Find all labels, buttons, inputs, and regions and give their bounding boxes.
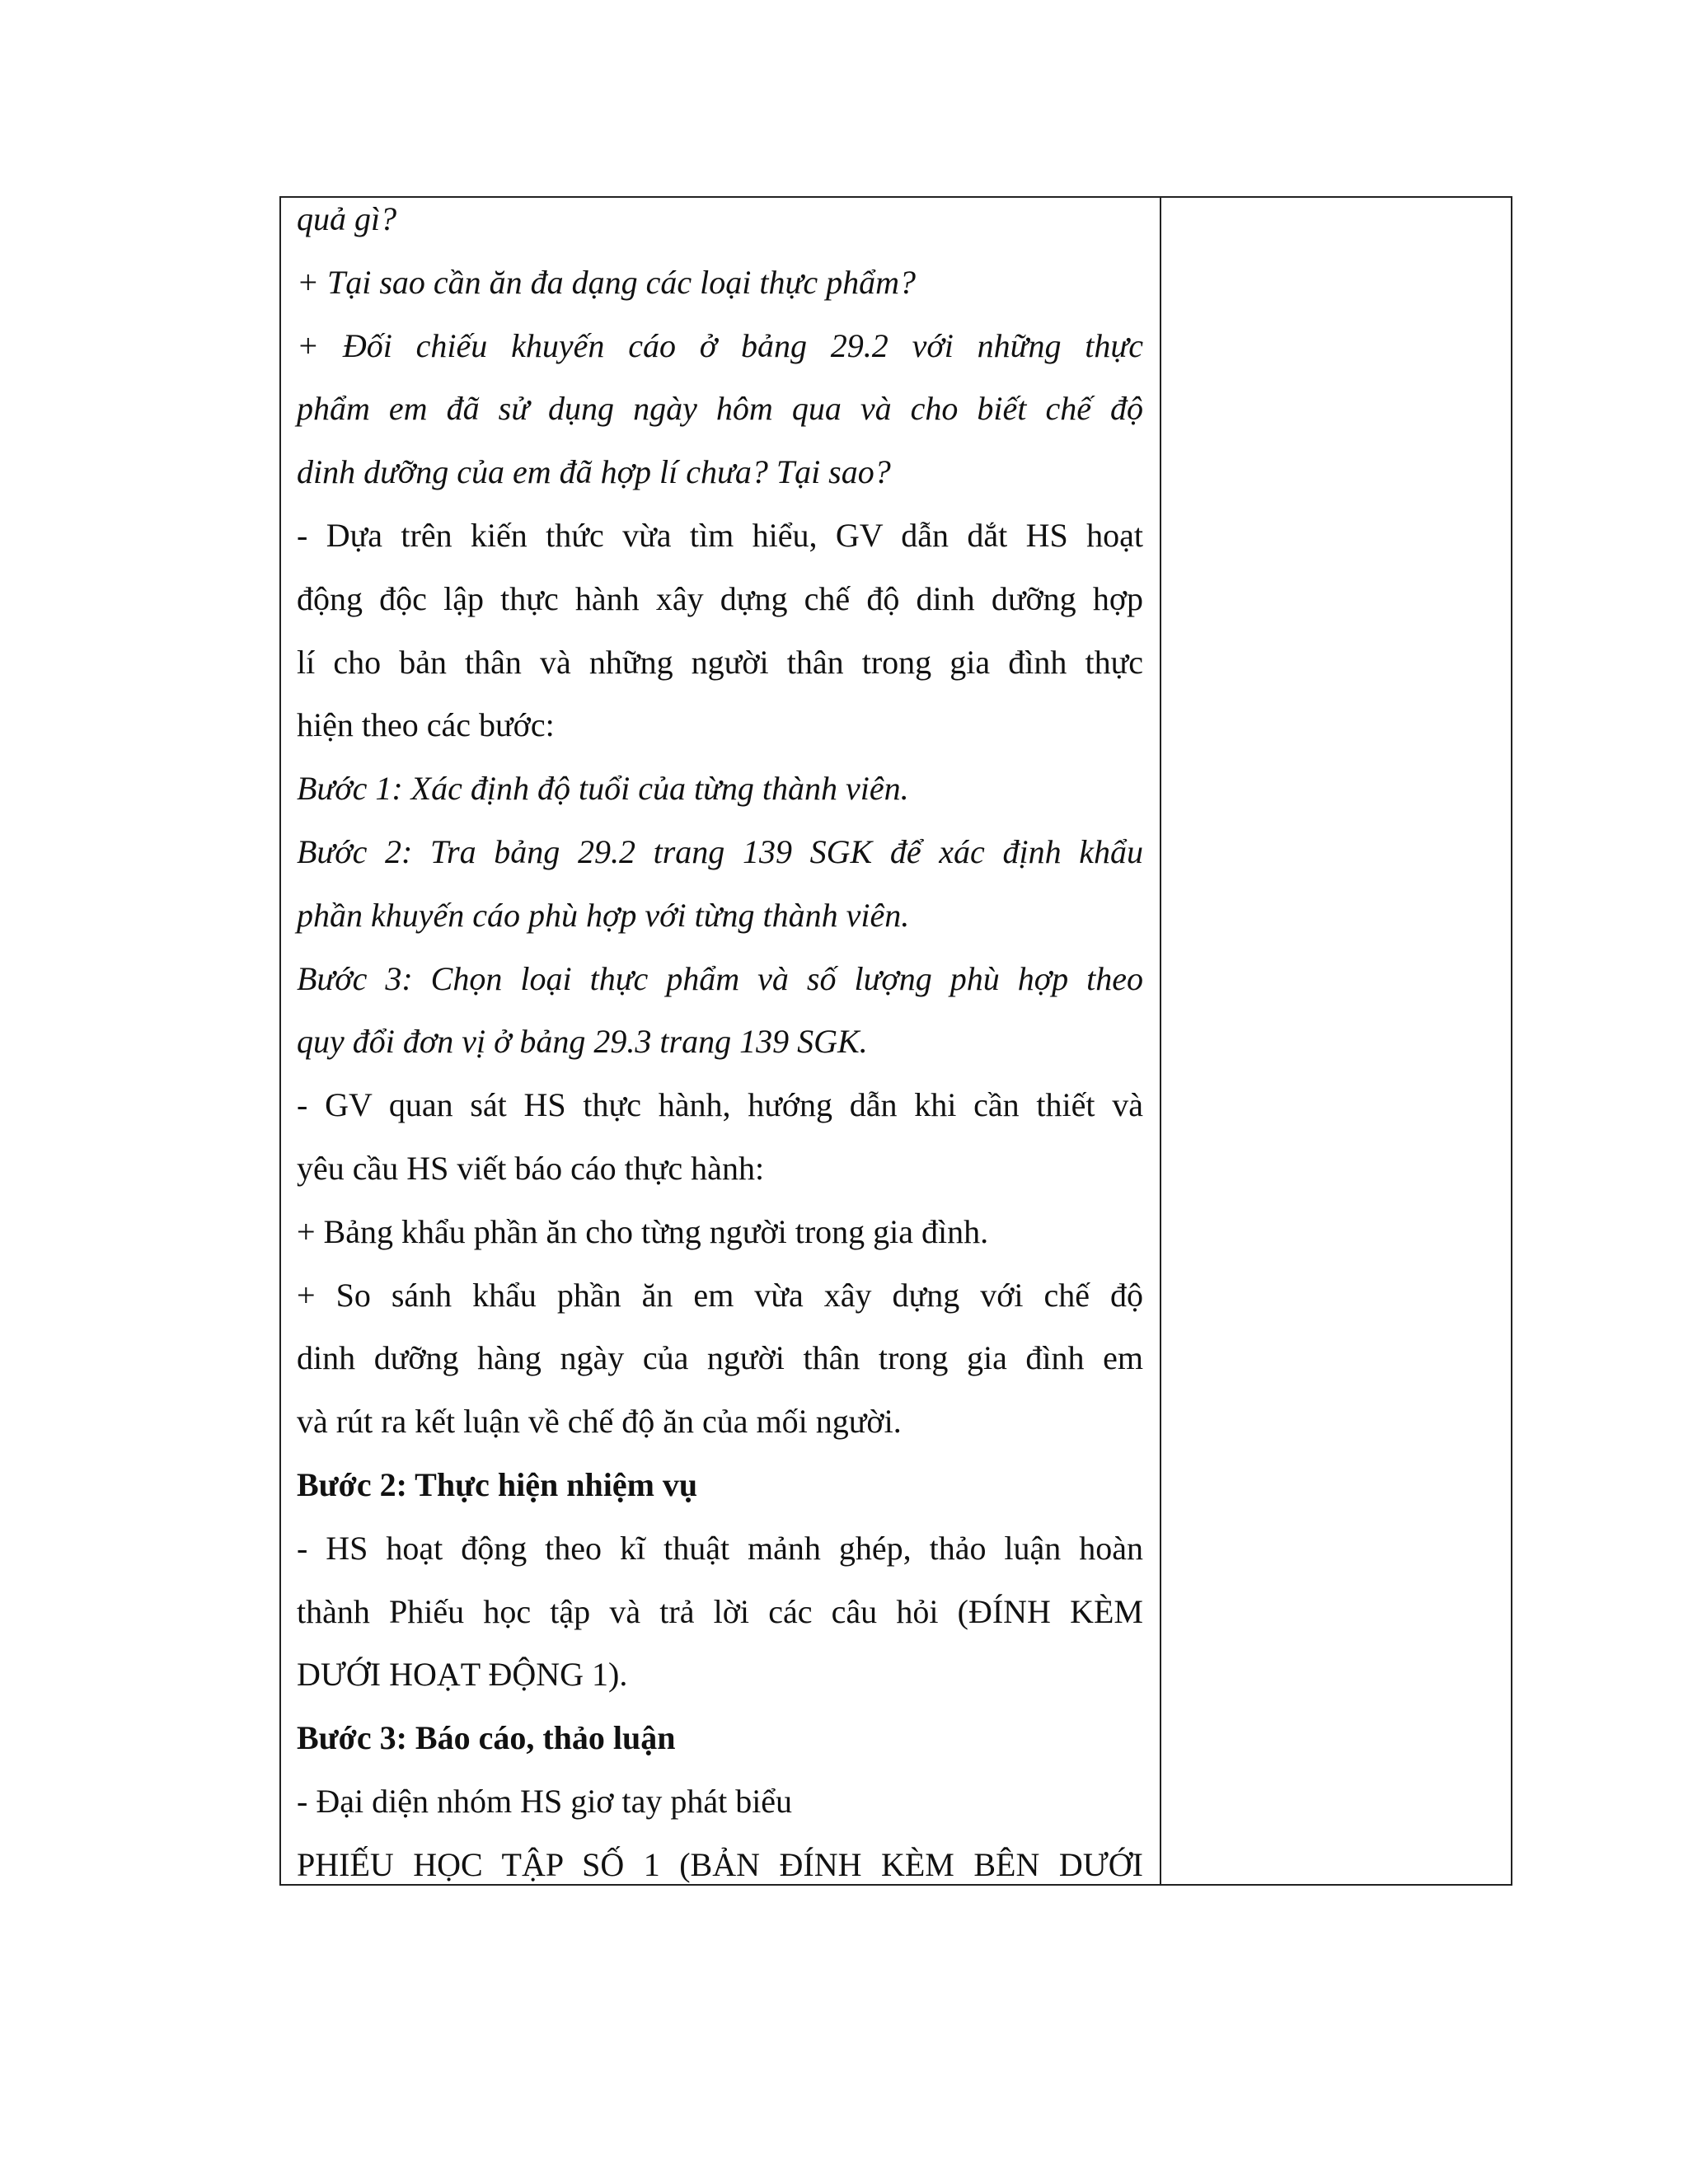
- product-cell: [1161, 198, 1511, 1884]
- text-line: thành Phiếu học tập và trả lời các câu hỏi (ĐÍNH KÈM: [297, 1592, 1143, 1630]
- text-line: + Đối chiếu khuyến cáo ở bảng 29.2 với những thực: [297, 326, 1143, 364]
- text-line: DƯỚI HOẠT ĐỘNG 1).: [297, 1656, 628, 1694]
- text-line: PHIẾU HỌC TẬP SỐ 1 (BẢN ĐÍNH KÈM BÊN DƯỚI: [297, 1845, 1143, 1883]
- text-line: dinh dưỡng hàng ngày của người thân trong gia đình em: [297, 1339, 1143, 1377]
- text-line: phẩm em đã sử dụng ngày hôm qua và cho biết chế độ: [297, 390, 1143, 428]
- text-line: - Đại diện nhóm HS giơ tay phát biểu: [297, 1782, 793, 1820]
- text-line: + So sánh khẩu phần ăn em vừa xây dựng với chế độ: [297, 1276, 1143, 1314]
- step-line: phần khuyến cáo phù hợp với từng thành viên.: [297, 896, 910, 934]
- text-line: yêu cầu HS viết báo cáo thực hành:: [297, 1149, 765, 1187]
- text-line: và rút ra kết luận về chế độ ăn của mối người.: [297, 1403, 902, 1441]
- text-line: - GV quan sát HS thực hành, hướng dẫn khi cần thiết và: [297, 1086, 1143, 1124]
- step-line: Bước 3: Chọn loại thực phẩm và số lượng phù hợp theo: [297, 959, 1143, 997]
- text-line: dinh dưỡng của em đã hợp lí chưa? Tại sao?: [297, 453, 891, 491]
- text-line: + Tại sao cần ăn đa dạng các loại thực phẩm?: [297, 263, 916, 301]
- step-line: quy đổi đơn vị ở bảng 29.3 trang 139 SGK.: [297, 1023, 868, 1061]
- text-line: quả gì?: [297, 200, 397, 237]
- section-heading: Bước 3: Báo cáo, thảo luận: [297, 1719, 676, 1757]
- text-line: hiện theo các bước:: [297, 706, 555, 744]
- text-line: - Dựa trên kiến thức vừa tìm hiểu, GV dẫn dắt HS hoạt: [297, 516, 1143, 554]
- lesson-plan-table: [279, 196, 1512, 1886]
- section-heading: Bước 2: Thực hiện nhiệm vụ: [297, 1465, 698, 1503]
- step-line: Bước 1: Xác định độ tuổi của từng thành viên.: [297, 770, 909, 808]
- text-line: động độc lập thực hành xây dựng chế độ dinh dưỡng hợp: [297, 579, 1143, 617]
- text-line: - HS hoạt động theo kĩ thuật mảnh ghép, thảo luận hoàn: [297, 1529, 1143, 1567]
- text-line: lí cho bản thân và những người thân trong gia đình thực: [297, 643, 1143, 681]
- activity-cell: [281, 198, 1161, 1884]
- step-line: Bước 2: Tra bảng 29.2 trang 139 SGK để xác định khẩu: [297, 832, 1143, 870]
- text-line: + Bảng khẩu phần ăn cho từng người trong gia đình.: [297, 1212, 989, 1250]
